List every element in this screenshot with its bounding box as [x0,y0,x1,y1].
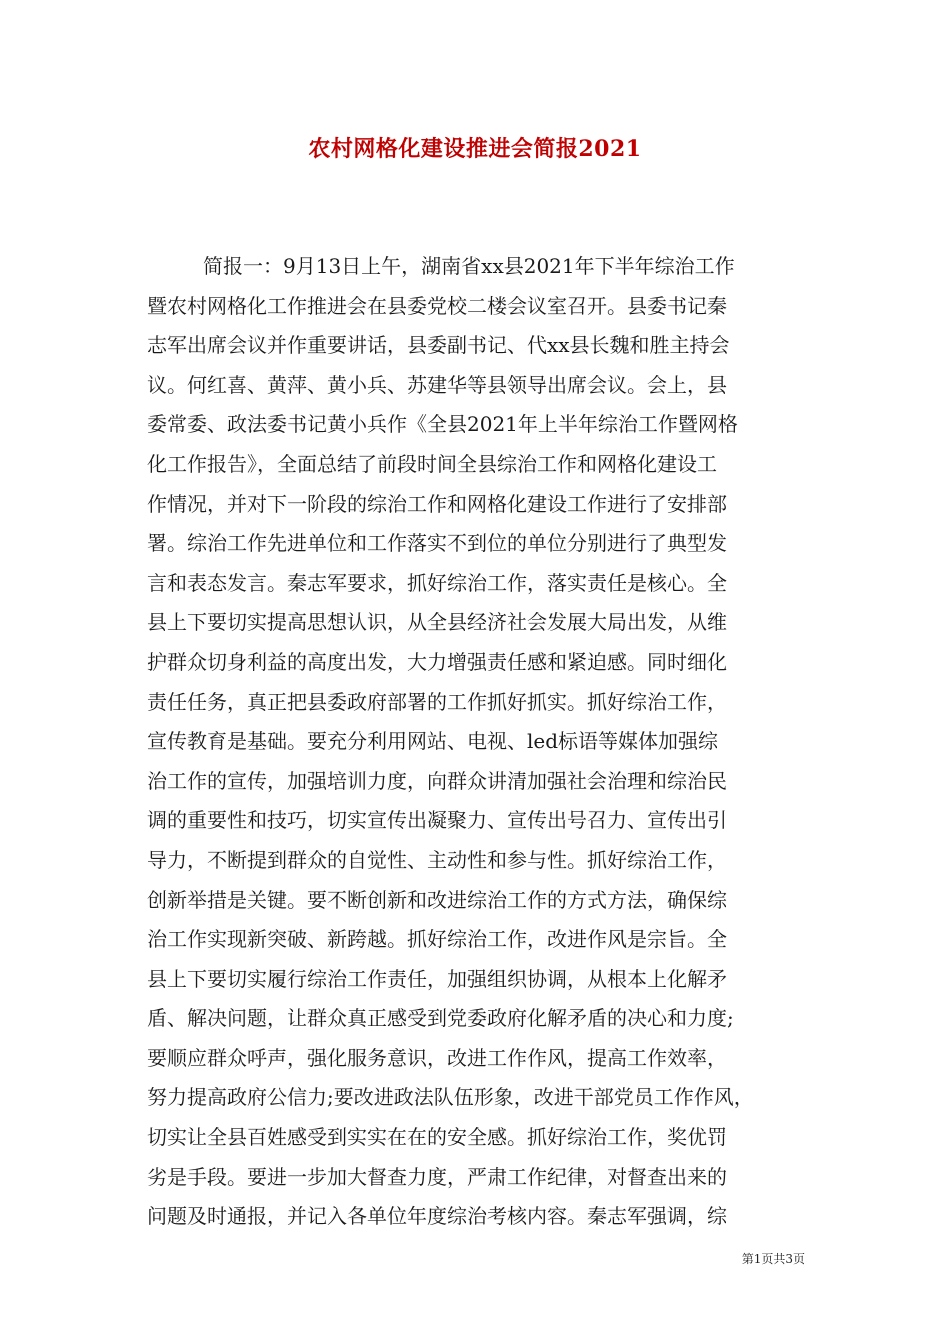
body-line: 作情况，并对下一阶段的综治工作和网格化建设工作进行了安排部 [147,491,727,516]
body-line: 要顺应群众呼声，强化服务意识，改进工作作风，提高工作效率， [147,1045,727,1070]
body-line: 化工作报告》，全面总结了前段时间全县综治工作和网格化建设工 [147,451,717,476]
body-line: 责任任务，真正把县委政府部署的工作抓好抓实。抓好综治工作， [147,689,727,714]
body-line: 努力提高政府公信力;要改进政法队伍形象，改进干部党员工作作风， [147,1085,754,1110]
body-line: 盾、解决问题，让群众真正感受到党委政府化解矛盾的决心和力度; [147,1006,734,1031]
body-line: 宣传教育是基础。要充分利用网站、电视、led标语等媒体加强综 [147,729,719,754]
body-line: 创新举措是关键。要不断创新和改进综治工作的方式方法，确保综 [147,887,727,912]
body-line: 切实让全县百姓感受到实实在在的安全感。抓好综治工作，奖优罚 [147,1125,727,1150]
body-line: 委常委、政法委书记黄小兵作《全县2021年上半年综治工作暨网格 [147,412,738,437]
body-line: 护群众切身利益的高度出发，大力增强责任感和紧迫感。同时细化 [147,649,727,674]
body-line: 志军出席会议并作重要讲话，县委副书记、代xx县长魏和胜主持会 [147,333,730,358]
body-line: 县上下要切实提高思想认识，从全县经济社会发展大局出发，从维 [147,610,727,635]
page-number: 第1页共3页 [741,1252,805,1266]
body-line: 县上下要切实履行综治工作责任，加强组织协调，从根本上化解矛 [147,966,727,991]
body-line: 暨农村网格化工作推进会在县委党校二楼会议室召开。县委书记秦 [147,293,727,318]
body-line: 问题及时通报，并记入各单位年度综治考核内容。秦志军强调，综 [147,1204,727,1229]
body-line: 导力，不断提到群众的自觉性、主动性和参与性。抓好综治工作， [147,847,727,872]
body-line: 署。综治工作先进单位和工作落实不到位的单位分别进行了典型发 [147,531,727,556]
document-title: 农村网格化建设推进会简报2021 [308,136,642,162]
body-line: 治工作实现新突破、新跨越。抓好综治工作，改进作风是宗旨。全 [147,927,727,952]
body-line: 言和表态发言。秦志军要求，抓好综治工作，落实责任是核心。全 [147,570,727,595]
body-line: 调的重要性和技巧，切实宣传出凝聚力、宣传出号召力、宣传出引 [147,808,727,833]
document-body [147,247,807,1237]
body-line: 简报一：9月13日上午，湖南省xx县2021年下半年综治工作 [203,254,735,278]
body-line: 劣是手段。要进一步加大督查力度，严肃工作纪律，对督查出来的 [147,1164,727,1189]
body-line: 治工作的宣传，加强培训力度，向群众讲清加强社会治理和综治民 [147,768,727,793]
body-line: 议。何红喜、黄萍、黄小兵、苏建华等县领导出席会议。会上，县 [147,372,727,397]
